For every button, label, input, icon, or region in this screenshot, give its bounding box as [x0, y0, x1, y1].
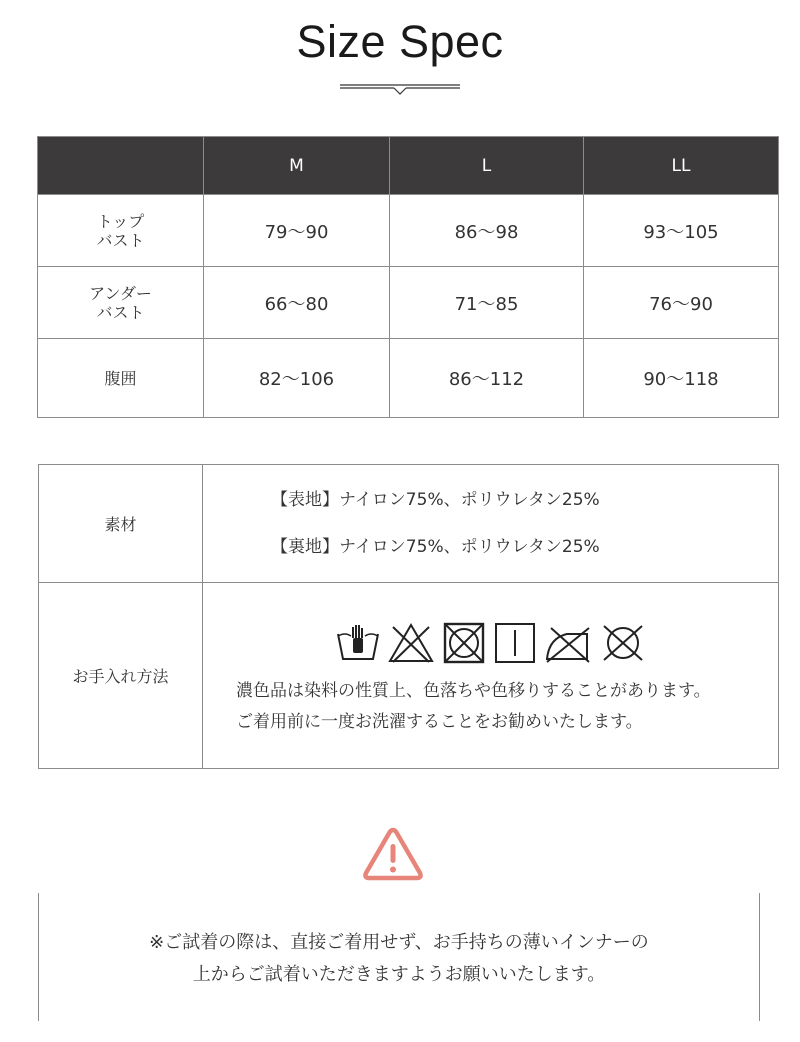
warning-icon [362, 826, 424, 882]
line-dry-icon [493, 622, 537, 664]
cell-waist-l: 86〜112 [390, 339, 584, 418]
care-label: お手入れ方法 [39, 583, 203, 769]
header-size-ll: LL [584, 137, 779, 195]
header-size-l: L [390, 137, 584, 195]
notice-line-2: 上からご試着いただきますようお願いいたします。 [192, 964, 606, 985]
try-on-notice [38, 893, 760, 1021]
material-label: 素材 [39, 465, 203, 583]
table-row [38, 195, 779, 267]
material-row [39, 465, 779, 583]
page-title: Size Spec [296, 16, 504, 67]
cell-under-bust-ll: 76〜90 [584, 267, 779, 339]
outer-fabric-line: 【表地】ナイロン75%、ポリウレタン25% [271, 490, 600, 510]
row-label-waist: 腹囲 [38, 339, 204, 418]
lining-fabric-line: 【裏地】ナイロン75%、ポリウレタン25% [271, 537, 600, 557]
care-content [203, 583, 779, 769]
material-care-table [38, 464, 779, 769]
cell-top-bust-l: 86〜98 [390, 195, 584, 267]
care-text: 濃色品は染料の性質上、色落ちや色移りすることがあります。 ご着用前に一度お洗濯することをお勧めいたします。 [236, 680, 711, 732]
hand-wash-icon [335, 622, 381, 664]
care-icons [203, 622, 778, 664]
header-empty [38, 137, 204, 195]
cell-top-bust-ll: 93〜105 [584, 195, 779, 267]
table-row [38, 267, 779, 339]
no-iron-icon [543, 622, 593, 664]
no-tumble-dry-icon [441, 622, 487, 664]
no-bleach-icon [387, 622, 435, 664]
cell-under-bust-l: 71〜85 [390, 267, 584, 339]
cell-waist-m: 82〜106 [204, 339, 390, 418]
cell-under-bust-m: 66〜80 [204, 267, 390, 339]
size-table [37, 136, 779, 418]
title-divider-ornament [338, 80, 462, 96]
notice-line-1: ※ご試着の際は、直接ご着用せず、お手持ちの薄いインナーの [149, 932, 649, 953]
cell-waist-ll: 90〜118 [584, 339, 779, 418]
size-table-header [38, 137, 779, 195]
no-dry-clean-icon [599, 622, 647, 664]
row-label-top-bust: トップ バスト [38, 195, 204, 267]
care-row [39, 583, 779, 769]
cell-top-bust-m: 79〜90 [204, 195, 390, 267]
row-label-under-bust: アンダー バスト [38, 267, 204, 339]
table-row [38, 339, 779, 418]
header-size-m: M [204, 137, 390, 195]
material-content [203, 465, 779, 583]
